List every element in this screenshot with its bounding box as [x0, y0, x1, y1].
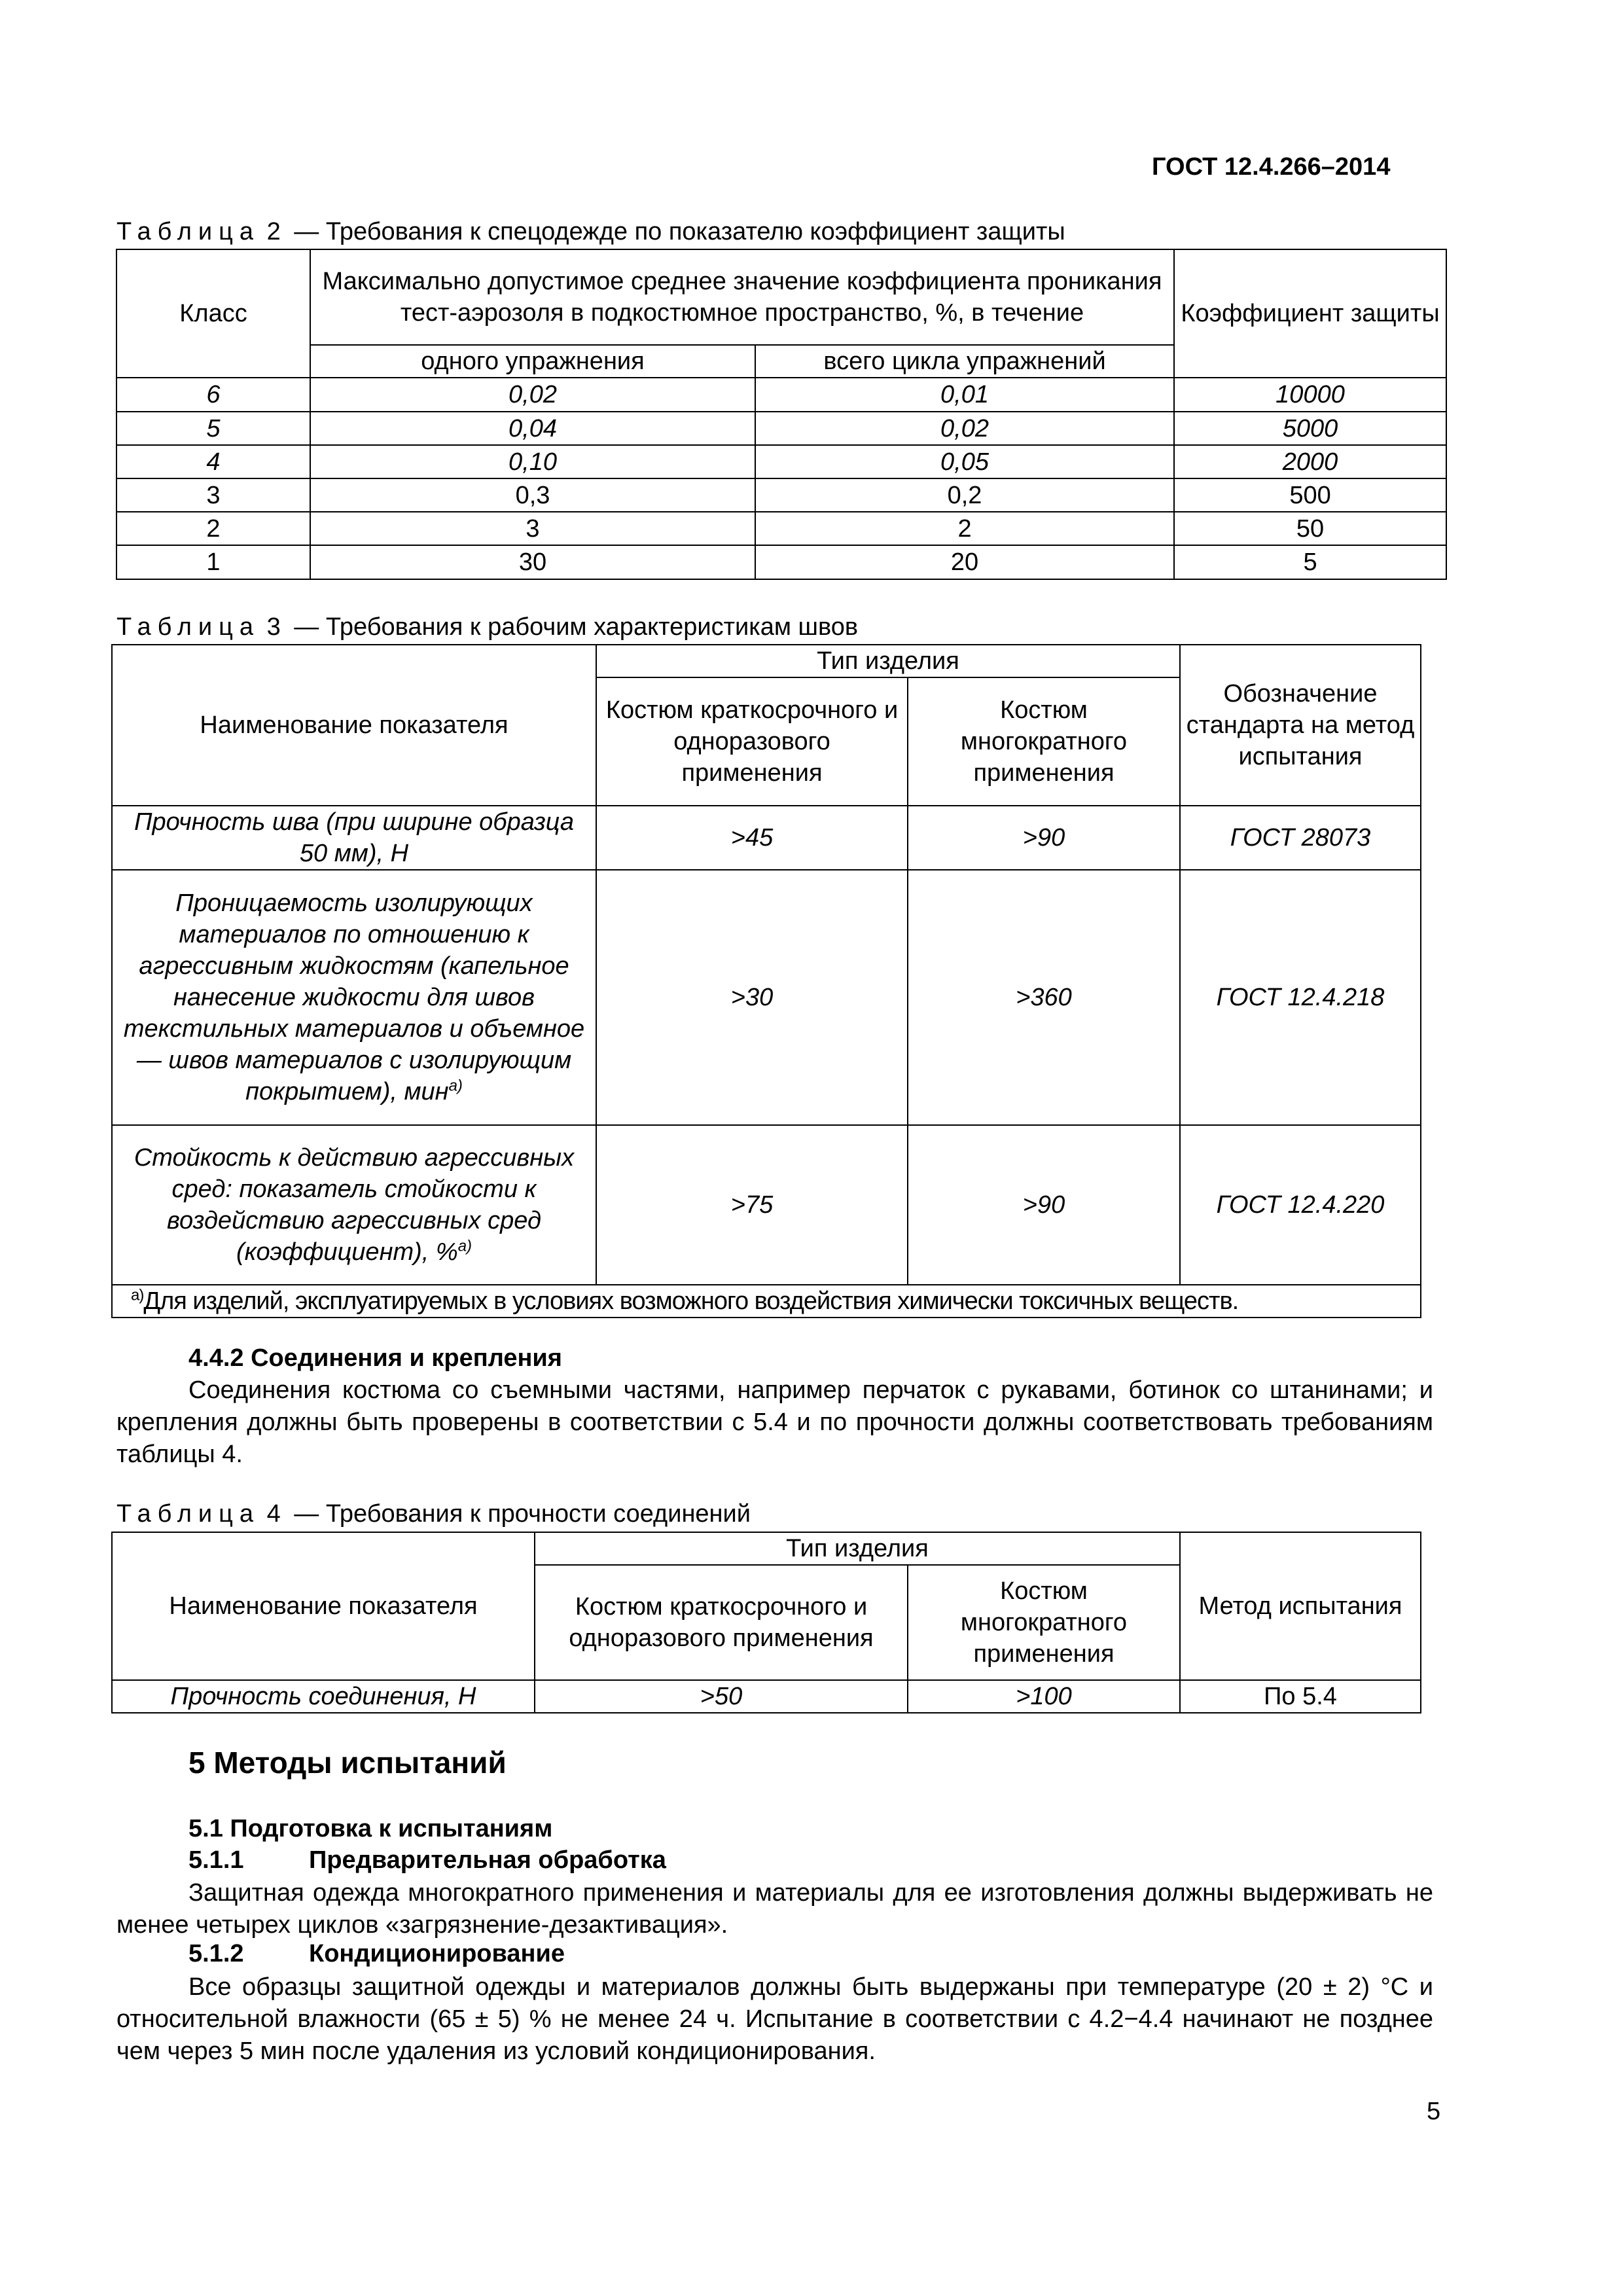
table3-name-text: Прочность шва (при ширине образца 50 мм), Н [134, 808, 575, 867]
table2-header-class: Класс [116, 249, 310, 378]
table4-cell-method: По 5.4 [1180, 1680, 1421, 1713]
table-row [116, 445, 1446, 478]
table-row [112, 1680, 1421, 1713]
table3-cell-name [112, 806, 596, 870]
table2-cell-all: 2 [755, 512, 1174, 545]
section-512-title: Кондиционирование [309, 1940, 565, 1967]
table3-cell-short: >45 [596, 806, 908, 870]
table2-cell-one: 0,02 [310, 378, 755, 412]
table3 [111, 644, 1421, 1318]
table4-cell-short: >50 [535, 1680, 908, 1713]
table-row [112, 870, 1421, 1125]
section-442-text: Соединения костюма со съемными частями, например перчаток с рукавами, ботинок со штанинами; и крепления должны быть проверены в соответствии с 5.4 и по прочности должны соответствовать требованиям таблицы 4. [116, 1376, 1433, 1468]
table3-cell-name [112, 870, 596, 1125]
table2-cell-one: 30 [310, 545, 755, 579]
table4-caption-num: 4 [266, 1500, 287, 1528]
section-512-text: Все образцы защитной одежды и материалов должны быть выдержаны при температуре (20 ± 2) °С и относительной влажности (65 ± 5) % не менее 24 ч. Испытание в соответствии с 4.2−4.4 начинают не позднее чем через 5 мин после удаления из условий кондиционирования. [116, 1973, 1433, 2065]
standard-code: ГОСТ 12.4.266–2014 [1152, 153, 1391, 181]
table2-cell-coef: 2000 [1174, 445, 1446, 478]
table3-name-text: Проницаемость изолирующих материалов по отношению к агрессивным жидкостям (капельное нанесение жидкости для швов текстильных материалов и объемное — швов материалов с изолирующим покрытием), мин [123, 889, 585, 1105]
table3-cell-multi: >90 [908, 806, 1180, 870]
table3-cell-name [112, 1125, 596, 1285]
table-row [116, 545, 1446, 579]
footnote-ref: а) [457, 1237, 473, 1255]
table4-header-name: Наименование показателя [112, 1532, 535, 1680]
table2-cell-class: 2 [116, 512, 310, 545]
table-row [112, 1125, 1421, 1285]
table2-cell-coef: 500 [1174, 478, 1446, 512]
table-row [116, 512, 1446, 545]
table2-caption-text: — Требования к спецодежде по показателю коэффициент защиты [294, 218, 1065, 245]
table2-cell-all: 0,01 [755, 378, 1174, 412]
table2-header-coef: Коэффициент защиты [1174, 249, 1446, 378]
table2-cell-all: 0,02 [755, 412, 1174, 445]
table2-cell-coef: 10000 [1174, 378, 1446, 412]
table2-header-one: одного упражнения [310, 345, 755, 378]
table3-cell-std: ГОСТ 12.4.220 [1180, 1125, 1421, 1285]
table3-footnote-text: Для изделий, эксплуатируемых в условиях возможного воздействия химически токсичных веществ. [143, 1287, 1239, 1315]
section-51-heading: 5.1 Подготовка к испытаниям [188, 1815, 553, 1842]
table2-cell-coef: 5000 [1174, 412, 1446, 445]
footnote-ref: а) [448, 1077, 463, 1095]
table3-header-type: Тип изделия [596, 645, 1180, 677]
table4-caption [116, 1500, 751, 1528]
page-number: 5 [1427, 2098, 1441, 2125]
table3-caption-word: Таблица [116, 613, 260, 641]
table2-cell-class: 1 [116, 545, 310, 579]
table2-cell-class: 3 [116, 478, 310, 512]
table3-cell-std: ГОСТ 12.4.218 [1180, 870, 1421, 1125]
table2-cell-one: 3 [310, 512, 755, 545]
table4-caption-text: — Требования к прочности соединений [294, 1500, 751, 1528]
table2-cell-coef: 50 [1174, 512, 1446, 545]
table-row [116, 378, 1446, 412]
section-511-number: 5.1.1 [188, 1846, 244, 1874]
table3-cell-multi: >360 [908, 870, 1180, 1125]
table-row [112, 806, 1421, 870]
table2-cell-all: 0,2 [755, 478, 1174, 512]
table2-cell-class: 5 [116, 412, 310, 445]
table2-caption-num: 2 [266, 218, 287, 245]
table-row [116, 478, 1446, 512]
table2-cell-class: 4 [116, 445, 310, 478]
table3-header-std: Обозначение стандарта на метод испытания [1180, 645, 1421, 806]
table3-header-short: Костюм краткосрочного и одноразового применения [596, 677, 908, 806]
table4-header-type: Тип изделия [535, 1532, 1180, 1565]
section-511-title: Предварительная обработка [309, 1846, 666, 1874]
table2-cell-one: 0,04 [310, 412, 755, 445]
table3-footnote [112, 1285, 1421, 1318]
table3-cell-multi: >90 [908, 1125, 1180, 1285]
table3-cell-short: >75 [596, 1125, 908, 1285]
table3-header-name: Наименование показателя [112, 645, 596, 806]
section-442-heading: 4.4.2 Соединения и крепления [188, 1344, 562, 1372]
table3-caption-text: — Требования к рабочим характеристикам швов [294, 613, 859, 641]
table2-cell-all: 0,05 [755, 445, 1174, 478]
table2-cell-class: 6 [116, 378, 310, 412]
table3-name-text: Стойкость к действию агрессивных сред: показатель стойкости к воздействию агрессивных сред (коэффициент), % [134, 1144, 575, 1266]
table4 [111, 1532, 1421, 1713]
table-row [116, 412, 1446, 445]
section-512-number: 5.1.2 [188, 1940, 244, 1967]
table2-header-all: всего цикла упражнений [755, 345, 1174, 378]
table3-caption-num: 3 [266, 613, 287, 641]
footnote-mark: а) [131, 1286, 144, 1304]
table2-cell-one: 0,3 [310, 478, 755, 512]
table2-caption-word: Таблица [116, 218, 260, 245]
table2-header-max: Максимально допустимое среднее значение коэффициента проникания тест-аэрозоля в подкостюмное пространство, %, в течение [310, 249, 1174, 345]
table4-caption-word: Таблица [116, 1500, 260, 1528]
table4-cell-multi: >100 [908, 1680, 1180, 1713]
table4-header-multi: Костюм многократного применения [908, 1565, 1180, 1680]
table3-cell-std: ГОСТ 28073 [1180, 806, 1421, 870]
table2-cell-coef: 5 [1174, 545, 1446, 579]
table2-caption [116, 218, 1065, 246]
table3-caption [116, 613, 858, 641]
table2-cell-all: 20 [755, 545, 1174, 579]
table2 [116, 249, 1447, 580]
section-5-heading: 5 Методы испытаний [188, 1746, 507, 1780]
table3-cell-short: >30 [596, 870, 908, 1125]
table4-header-method: Метод испытания [1180, 1532, 1421, 1680]
table4-cell-name: Прочность соединения, Н [112, 1680, 535, 1713]
section-511-text: Защитная одежда многократного применения и материалы для ее изготовления должны выдерживать не менее четырех циклов «загрязнение-дезактивация». [116, 1879, 1433, 1939]
table3-header-multi: Костюм многократного применения [908, 677, 1180, 806]
table4-header-short: Костюм краткосрочного и одноразового применения [535, 1565, 908, 1680]
table2-cell-one: 0,10 [310, 445, 755, 478]
